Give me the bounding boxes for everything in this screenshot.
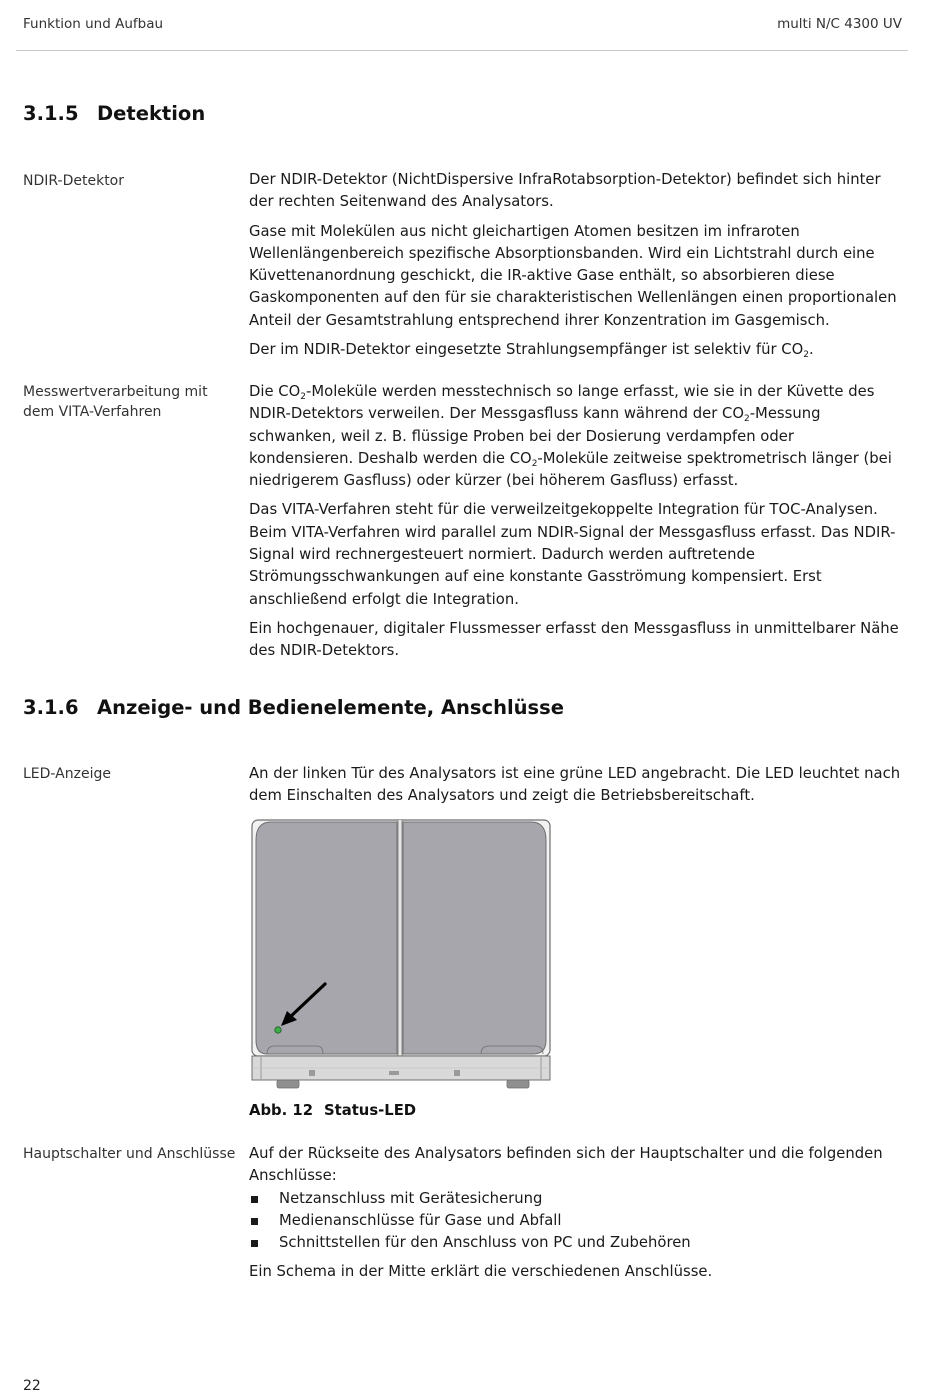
paragraph: Gase mit Molekülen aus nicht gleichartigen Atomen besitzen im infraroten Wellenlängenbereich spezifische Absorptionsbanden. Wird ein Lichtstrahl durch eine Küvettenanordnung geschickt, die IR-aktive Gase enthält, so absorbieren diese Gaskomponenten auf den für sie charakteristischen Wellenlängen einen proportionalen Anteil der Gesamtstrahlung entsprechend ihrer Konzentration im Gasgemisch. (249, 222, 897, 329)
status-led-icon (275, 1027, 281, 1033)
list-item: Schnittstellen für den Anschluss von PC und Zubehören (249, 1232, 901, 1254)
running-header-chapter: Funktion und Aufbau (23, 16, 164, 32)
paragraph: Ein Schema in der Mitte erklärt die verschiedenen Anschlüsse. (249, 1263, 713, 1281)
bullet-square-icon (251, 1196, 258, 1203)
paragraph: Die $CO_2$-Moleküle werden messtechnisch so lange erfasst, wie sie in der Küvette des NDIR-Detektors verweilen. Der Messgasfluss kann während der $CO_2$-Messung schwanken, weil z. B. flüssige Proben bei der Dosierung verdampfen oder kondensieren. Deshalb werden die $CO_2$-Moleküle zeitweise spektrometrisch länger (bei niedrigerem Gasfluss) oder kürzer (bei höherem Gasfluss) erfasst. (249, 383, 892, 490)
paragraph: Der im NDIR-Detektor eingesetzte Strahlungsempfänger ist selektiv für $CO_2$. (249, 341, 814, 361)
paragraph: Ein hochgenauer, digitaler Flussmesser erfasst den Messgasfluss in unmittelbarer Nähe des NDIR-Detektors. (249, 619, 899, 660)
section-heading-detektion (23, 102, 205, 125)
figure-caption (249, 1102, 416, 1119)
paragraph: Auf der Rückseite des Analysators befinden sich der Hauptschalter und die folgenden Anschlüsse: (249, 1145, 883, 1185)
connections-list (249, 1188, 901, 1255)
bullet-square-icon (251, 1240, 258, 1247)
list-item: Netzanschluss mit Gerätesicherung (249, 1188, 901, 1210)
paragraph: Der NDIR-Detektor (NichtDispersive InfraRotabsorption-Detektor) befindet sich hinter der rechten Seitenwand des Analysators. (249, 171, 881, 211)
figure-number: Abb. 12 (249, 1102, 313, 1119)
right-door (403, 822, 546, 1054)
side-label-main-switch: Hauptschalter und Anschlüsse (23, 1146, 236, 1162)
foot (277, 1080, 299, 1088)
main-switch-text-block (249, 1143, 901, 1291)
section-heading-anzeige (23, 696, 564, 719)
ndir-text-block (249, 169, 901, 368)
side-label-vita: Messwertverarbeitung mit dem VITA-Verfahren (23, 384, 208, 420)
foot (507, 1080, 529, 1088)
side-label-ndir: NDIR-Detektor (23, 173, 125, 189)
running-header-product: multi N/C 4300 UV (777, 16, 902, 32)
figure-caption-text: Status-LED (324, 1102, 417, 1119)
section-title: Detektion (97, 102, 206, 125)
section-title: Anzeige- und Bedienelemente, Anschlüsse (97, 696, 564, 719)
paragraph: An der linken Tür des Analysators ist eine grüne LED angebracht. Die LED leuchtet nach dem Einschalten des Analysators und zeigt die Betriebsbereitschaft. (249, 765, 901, 805)
paragraph: Das VITA-Verfahren steht für die verweilzeitgekoppelte Integration für TOC-Analysen. Beim VITA-Verfahren wird parallel zum NDIR-Signal der Messgasfluss erfasst. Das NDIR-Signal wird rechnergesteuert normiert. Dadurch werden auftretende Strömungsschwankungen auf eine konstante Gasströmung kompensiert. Erst anschließend erfolgt die Integration. (249, 501, 896, 608)
led-text-block (249, 763, 901, 815)
list-item: Medienanschlüsse für Gase und Abfall (249, 1210, 901, 1232)
left-door (256, 822, 397, 1054)
section-number: 3.1.6 (23, 696, 79, 719)
vita-text-block (249, 381, 901, 670)
header-divider (16, 50, 908, 51)
section-number: 3.1.5 (23, 102, 79, 125)
bullet-square-icon (251, 1218, 258, 1225)
analyzer-front-illustration (249, 818, 553, 1090)
page-number: 22 (23, 1378, 41, 1394)
side-label-led: LED-Anzeige (23, 766, 111, 782)
